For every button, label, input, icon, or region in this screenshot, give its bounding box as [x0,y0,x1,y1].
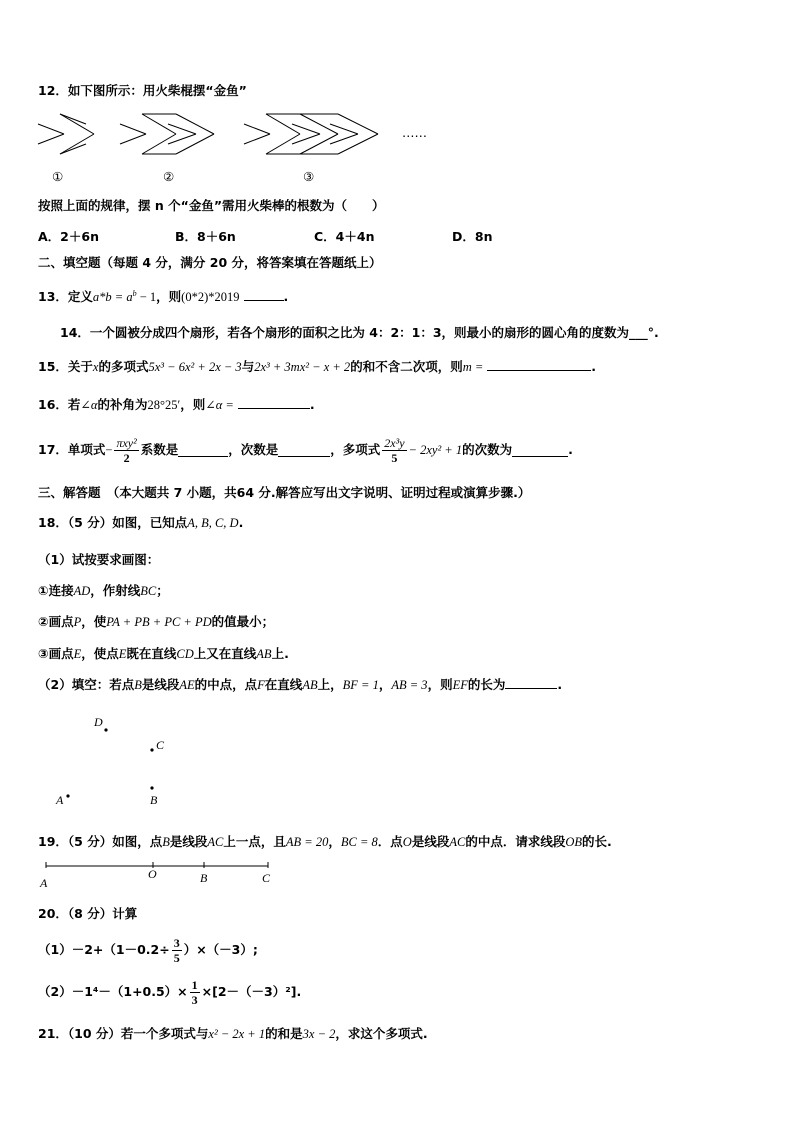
q15: 15．关于x的多项式5x³ − 6x² + 2x − 3与2x³ + 3mx² − x + 2的和不含二次项，则m = . [38,359,597,374]
answer-blank[interactable] [278,444,330,457]
seg-label-b: B [200,871,208,885]
seg-label-c: C [262,871,271,885]
point-label-c: C [156,738,165,752]
answer-blank[interactable] [238,396,310,409]
q19-text: 19．（5 分）如图，点B是线段AC上一点，且AB = 20，BC = 8．点O是线段AC的中点．请求线段OB的长. [38,834,612,849]
fig-label-2: ② [163,169,175,184]
fig-label-3: ③ [303,169,315,184]
q12-question: 按照上面的规律，摆 n 个“金鱼”需用火柴棒的根数为（ ） [38,198,385,213]
q17: 17．单项式 − $\frac{\text{πxy²}}{2}$ 系数是 ，次数是 ，多项式 $\frac{\text{2x³y}}{5}$ − 2xy² + 1 的次数为 . [38,435,573,465]
q18-item3: ③画点E，使点E既在直线CD上又在直线AB上. [38,646,289,661]
fig-label-1: ① [52,169,64,184]
seg-label-a: A [40,876,48,890]
point-label-d: D [94,715,103,729]
point-label-a: A [56,793,64,807]
goldfish-figure-1 [36,110,106,162]
q18-item2: ②画点P，使PA + PB + PC + PD的值最小； [38,614,275,629]
q18-title: 18．（5 分）如图，已知点A, B, C, D. [38,515,244,530]
option-d[interactable]: D．8n [452,229,493,244]
q14: 14．一个圆被分成四个扇形，若各个扇形的面积之比为 4：2：1：3，则最小的扇形的圆心角的度数为___°. [60,325,659,340]
seg-label-o: O [148,867,157,881]
q19-segment-figure [36,860,286,894]
option-a[interactable]: A．2＋6n [38,229,99,244]
q18-item1: ①连接AD，作射线BC； [38,583,169,598]
ellipsis: …… [402,125,427,140]
q18-sub1: （1）试按要求画图： [38,552,160,567]
point-label-b: B [150,793,158,807]
q18-sub2: （2）填空：若点B是线段AE的中点，点F在直线AB上，BF = 1，AB = 3，则EF的长为 . [38,677,563,692]
answer-blank[interactable] [178,444,228,457]
q20-item1: （1）－2+（1－0.2÷ $\frac{3}{5}$ ）×（－3）; [38,935,258,965]
goldfish-figure-2 [118,108,228,162]
q20-item2: （2）－1⁴－（1+0.5）× $\frac{1}{3}$ ×[2－（－3）²]. [38,977,302,1007]
section-solve: 三、解答题 （本大题共 7 小题，共64 分.解答应写出文字说明、证明过程或演算步骤.） [38,485,531,500]
q13: 13．定义$a*b = a^b - 1$，则(0*2)*2019 . [38,289,289,305]
q16: 16．若∠α的补角为28°25′，则∠α = . [38,397,315,412]
q12-title: 12．如下图所示：用火柴棍摆“金鱼” [38,83,247,98]
goldfish-figure-3 [242,106,392,162]
q18-points-figure [50,712,190,812]
answer-blank[interactable] [487,358,591,371]
option-c[interactable]: C．4＋4n [314,229,375,244]
section-fill-in: 二、填空题（每题 4 分，满分 20 分，将答案填在答题纸上） [38,255,382,270]
answer-blank[interactable] [512,444,568,457]
q20-title: 20．（8 分）计算 [38,906,138,921]
answer-blank[interactable] [505,676,557,689]
answer-blank[interactable] [244,288,284,301]
option-b[interactable]: B．8＋6n [175,229,236,244]
q21: 21．（10 分）若一个多项式与x² − 2x + 1的和是3x − 2，求这个多项式. [38,1026,428,1041]
